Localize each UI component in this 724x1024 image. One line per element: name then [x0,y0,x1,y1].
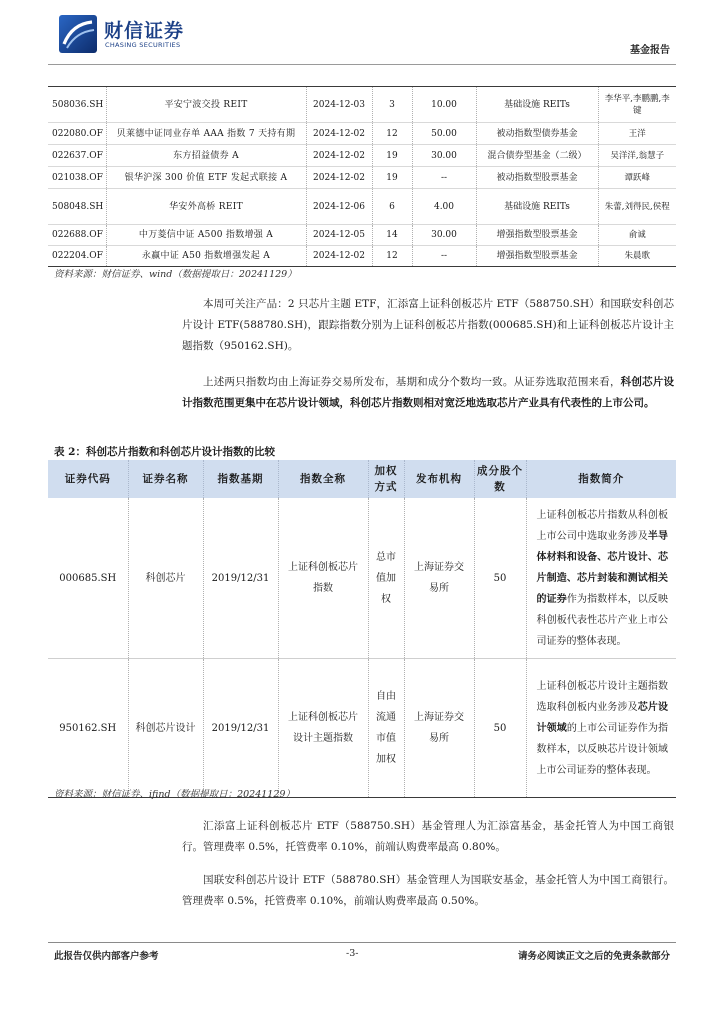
table-row [48,87,676,123]
header-divider [48,64,676,65]
intro-bold-text: 半导体材料和设备、芯片设计、芯片制造、芯片封装和测试相关的证券 [536,530,668,605]
fund-type-cell: 增强指数型股票基金 [476,246,598,267]
header-base-date: 指数基期 [203,460,278,498]
index-comparison-table [48,460,676,798]
paragraph-focus-products: 本周可关注产品：2 只芯片主题 ETF，汇添富上证科创板芯片 ETF（588750.SH）和国联安科创芯片设计 ETF(588780.SH)，跟踪指数分别为上证科创板芯片指数(000685.SH)和上证科创板芯片设计主题指数（950162.SH)。 [182,298,674,352]
paragraph-etf-fees-1: 汇添富上证科创板芯片 ETF（588750.SH）基金管理人为汇添富基金，基金托管人为中国工商银行。管理费率 0.5%，托管费率 0.10%，前端认购费率最高 0.80%。 [182,820,674,853]
page-number: -3- [346,948,359,959]
table-row [48,167,676,189]
issue-days-cell: 12 [372,123,412,145]
index-base-cell: 2019/12/31 [203,498,278,659]
paragraph-bold-text: 科创芯片设计指数范围更集中在芯片设计领域，科创芯片指数则相对宽泛地选取芯片产业具有代表性的上市公司。 [182,376,675,409]
table-row [48,145,676,167]
intro-text: 作为指数样本，以反映科创板代表性芯片产业上市公司证券的整体表现。 [536,593,668,647]
fund-manager-cell: 王洋 [598,123,676,145]
fund-code-cell: 021038.OF [48,167,106,189]
index-count-cell: 50 [474,659,526,798]
fund-manager-cell: 吴洋洋,翁慧子 [598,145,676,167]
fund-manager-cell: 朱蕾,刘得民,侯程 [598,189,676,225]
fund-type-cell: 混合债券型基金（二级） [476,145,598,167]
intro-bold-text: 芯片设计领域 [536,701,668,734]
table-row [48,246,676,267]
index-weighting-cell: 总市值加权 [368,498,404,659]
issue-date-cell: 2024-12-03 [306,87,372,123]
index-weighting-cell: 自由流通市值加权 [368,659,404,798]
logo-english-name: CHASING SECURITIES [105,41,181,49]
fund-name-cell: 银华沪深 300 价值 ETF 发起式联接 A [106,167,306,189]
fund-code-cell: 022688.OF [48,225,106,246]
index-issuer-cell: 上海证券交易所 [404,498,474,659]
issue-amount-cell: -- [412,167,476,189]
fund-type-cell: 基础设施 REITs [476,189,598,225]
company-logo [58,14,258,54]
fund-name-cell: 华安外高桥 REIT [106,189,306,225]
fund-name-cell: 永赢中证 A50 指数增强发起 A [106,246,306,267]
index-name-cell: 科创芯片 [128,498,203,659]
index-issuer-cell: 上海证券交易所 [404,659,474,798]
issue-amount-cell: 30.00 [412,145,476,167]
paragraph-index-comparison [182,372,674,414]
issue-days-cell: 19 [372,145,412,167]
header-issuer: 发布机构 [404,460,474,498]
table-row [48,123,676,145]
issue-date-cell: 2024-12-02 [306,123,372,145]
intro-text: 上证科创板芯片设计主题指数选取科创板内业务涉及 [536,680,668,713]
fund-code-cell: 022637.OF [48,145,106,167]
index-code-cell: 950162.SH [48,659,128,798]
index-intro-cell [526,659,676,798]
issue-date-cell: 2024-12-05 [306,225,372,246]
fund-type-cell: 被动指数型股票基金 [476,167,598,189]
logo-mark-icon [58,14,98,54]
fund-manager-cell: 李华平,李鹏鹏,李键 [598,87,676,123]
header-intro: 指数简介 [526,460,676,498]
issue-days-cell: 3 [372,87,412,123]
footer-disclaimer-left: 此报告仅供内部客户参考 [54,951,159,962]
issue-amount-cell: 10.00 [412,87,476,123]
index-count-cell: 50 [474,498,526,659]
issue-amount-cell: 50.00 [412,123,476,145]
new-fund-table [48,86,676,267]
index-full-name-cell: 上证科创板芯片指数 [278,498,368,659]
header-code: 证券代码 [48,460,128,498]
issue-date-cell: 2024-12-02 [306,246,372,267]
table-row [48,498,676,659]
table-row [48,189,676,225]
index-full-name-cell: 上证科创板芯片设计主题指数 [278,659,368,798]
intro-text: 的上市公司证券作为指数样本，以反映芯片设计领域上市公司证券的整体表现。 [536,722,668,776]
header-name: 证券名称 [128,460,203,498]
fund-type-cell: 基础设施 REITs [476,87,598,123]
fund-manager-cell: 俞诚 [598,225,676,246]
paragraph-etf-fees-2: 国联安科创芯片设计 ETF（588780.SH）基金管理人为国联安基金，基金托管人为中国工商银行。管理费率 0.5%，托管费率 0.10%，前端认购费率最高 0.50%。 [182,874,674,907]
index-base-cell: 2019/12/31 [203,659,278,798]
table2-source-note: 资料来源：财信证券、ifind（数据提取日：20241129） [54,789,295,800]
fund-code-cell: 022080.OF [48,123,106,145]
fund-code-cell: 508048.SH [48,189,106,225]
fund-type-cell: 增强指数型股票基金 [476,225,598,246]
header-weighting: 加权方式 [368,460,404,498]
fund-type-cell: 被动指数型债券基金 [476,123,598,145]
fund-name-cell: 贝莱德中证同业存单 AAA 指数 7 天持有期 [106,123,306,145]
footer-divider [48,942,676,943]
footer-disclaimer-right: 请务必阅读正文之后的免责条款部分 [517,951,670,962]
table2-caption: 表 2：科创芯片指数和科创芯片设计指数的比较 [54,446,275,458]
table1-source-note: 资料来源：财信证券、wind（数据提取日：20241129） [54,269,297,280]
issue-days-cell: 12 [372,246,412,267]
issue-days-cell: 19 [372,167,412,189]
table-header-row [48,460,676,498]
fund-code-cell: 022204.OF [48,246,106,267]
table-row [48,659,676,798]
index-name-cell: 科创芯片设计 [128,659,203,798]
header-constituents: 成分股个数 [474,460,526,498]
issue-date-cell: 2024-12-02 [306,167,372,189]
index-intro-cell [526,498,676,659]
issue-date-cell: 2024-12-02 [306,145,372,167]
issue-date-cell: 2024-12-06 [306,189,372,225]
paragraph-lead-text: 上述两只指数均由上海证券交易所发布，基期和成分个数均一致。从证券选取范围来看， [203,376,621,388]
issue-amount-cell: 4.00 [412,189,476,225]
fund-name-cell: 中万菱信中证 A500 指数增强 A [106,225,306,246]
table-row [48,225,676,246]
fund-manager-cell: 朱晨歌 [598,246,676,267]
logo-chinese-name: 财信证券 [104,20,185,42]
issue-days-cell: 6 [372,189,412,225]
issue-amount-cell: -- [412,246,476,267]
fund-name-cell: 平安宁波交投 REIT [106,87,306,123]
fund-code-cell: 508036.SH [48,87,106,123]
fund-manager-cell: 谭跃峰 [598,167,676,189]
issue-amount-cell: 30.00 [412,225,476,246]
issue-days-cell: 14 [372,225,412,246]
doc-type-label: 基金报告 [630,45,670,56]
fund-name-cell: 东方招益债券 A [106,145,306,167]
header-full-name: 指数全称 [278,460,368,498]
index-code-cell: 000685.SH [48,498,128,659]
page-header [0,0,724,68]
intro-text: 上证科创板芯片指数从科创板上市公司中选取业务涉及 [536,509,668,542]
